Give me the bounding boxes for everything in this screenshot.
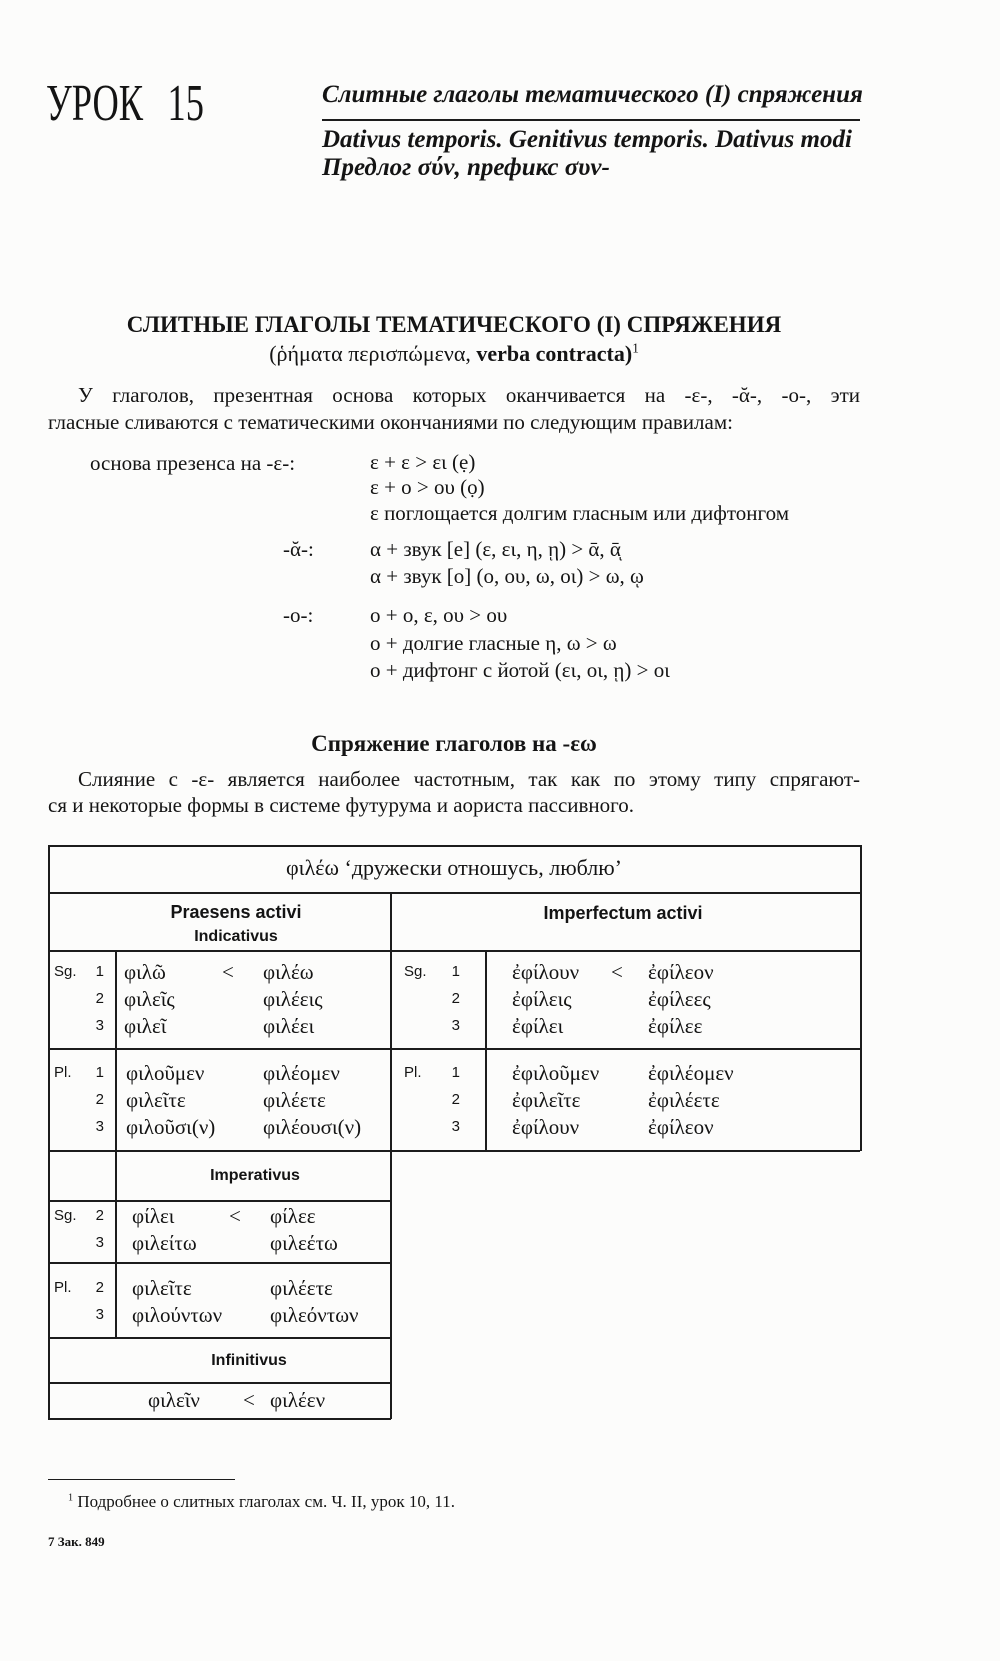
section-subtitle <box>48 340 860 368</box>
imperativus-sg-2-person: 2 <box>95 1207 104 1224</box>
table-rule <box>48 1200 390 1202</box>
imperfectum-pl-3-person: 3 <box>451 1118 460 1135</box>
praesens-sg-3-person: 3 <box>95 1017 104 1034</box>
rule-label-e: основа презенса на -ε-: <box>90 451 296 475</box>
footnote-text: Подробнее о слитных глаголах см. Ч. II, урок 10, 11. <box>77 1492 455 1511</box>
imperfectum-pl-1-person: 1 <box>451 1064 460 1081</box>
rule-e-1: ε + ε > ει (ẹ) <box>370 450 476 474</box>
rule-o-3: ο + дифтонг с йотой (ει, οι, ῃ) > οι <box>370 658 670 682</box>
imperativus-sg-2-contracted: φίλει <box>132 1204 175 1228</box>
imperativus-heading: Imperativus <box>210 1167 300 1184</box>
table-border-top <box>48 845 862 847</box>
table-rule <box>48 950 860 952</box>
praesens-pl-3-original: φιλέουσι(ν) <box>263 1115 362 1139</box>
table-column-divider <box>485 950 487 1150</box>
table-title: φιλέω ‘дружески отношусь, люблю’ <box>285 855 623 880</box>
praesens-pl-1-contracted: φιλοῦμεν <box>126 1061 205 1085</box>
rule-a-1: α + звук [e] (ε, ει, η, ῃ) > ᾱ, ᾱͅ <box>370 537 621 561</box>
praesens-pl-1-person: 1 <box>95 1064 104 1081</box>
header-rule <box>322 119 860 121</box>
table-rule <box>48 1382 390 1384</box>
conjugation-text-line-2: ся и некоторые формы в системе футурума и аориста пассивного. <box>48 793 635 817</box>
table-rule <box>48 1048 860 1050</box>
imperativus-pl-2-person: 2 <box>95 1279 104 1296</box>
praesens-pl-2-original: φιλέετε <box>263 1088 326 1112</box>
imperfectum-pl-1-contracted: ἐφιλοῦμεν <box>512 1061 600 1085</box>
rule-e-3: ε поглощается долгим гласным или дифтонгом <box>370 501 789 525</box>
imperfectum-sg-1-person: 1 <box>451 963 460 980</box>
lesson-subtopic-1: Dativus temporis. Genitivus temporis. Dativus modi <box>322 126 852 153</box>
imperativus-pl-2-contracted: φιλεῖτε <box>132 1276 192 1300</box>
footnote-mark: 1 <box>68 1492 74 1504</box>
imperativus-sg-3-contracted: φιλείτω <box>132 1231 197 1255</box>
rule-label-o: -ο-: <box>283 603 314 627</box>
praesens-pl-3-contracted: φιλοῦσι(ν) <box>126 1115 216 1139</box>
table-rule <box>48 1262 390 1264</box>
imperfectum-sg-3-person: 3 <box>451 1017 460 1034</box>
imperfectum-pl-3-contracted: ἐφίλουν <box>512 1115 580 1139</box>
lesson-number: УРОК 15 <box>46 75 204 132</box>
rule-o-2: ο + долгие гласные η, ω > ω <box>370 631 617 655</box>
conjugation-text-line-1: Слияние с -ε- является наиболее частотным, так как по этому типу спрягают- <box>78 767 860 791</box>
lesson-subtopic-2: Предлог σύν, префикс συν- <box>322 154 610 181</box>
conjugation-heading: Спряжение глаголов на -εω <box>311 731 597 756</box>
rule-label-a: -ᾰ-: <box>283 537 314 561</box>
imperativus-sg-2-original: φίλεε <box>270 1204 316 1228</box>
praesens-heading: Praesens activi <box>170 902 302 922</box>
imperfectum-sg-2-contracted: ἐφίλεις <box>512 987 572 1011</box>
imperfectum-sg-1-original: ἐφίλεον <box>648 960 714 984</box>
contraction-sign: < <box>243 1388 255 1412</box>
imperfectum-heading: Imperfectum activi <box>543 903 703 923</box>
imperfectum-pl-2-person: 2 <box>451 1091 460 1108</box>
section-title: СЛИТНЫЕ ГЛАГОЛЫ ТЕМАТИЧЕСКОГО (I) СПРЯЖЕНИЯ <box>126 312 782 337</box>
praesens-sg-2-original: φιλέεις <box>263 987 323 1011</box>
praesens-pl-2-contracted: φιλεῖτε <box>126 1088 186 1112</box>
imperativus-pl-3-contracted: φιλούντων <box>132 1303 223 1327</box>
infinitivus-contracted: φιλεῖν <box>148 1388 200 1412</box>
table-rule <box>48 1337 390 1339</box>
footnote-reference: 1 <box>632 340 639 356</box>
praesens-sg-label: Sg. <box>54 963 77 980</box>
intro-line-1: У глаголов, презентная основа которых оканчивается на -ε-, -ᾰ-, -ο-, эти <box>78 383 860 407</box>
imperativus-sg-3-original: φιλεέτω <box>270 1231 338 1255</box>
contraction-sign: < <box>222 960 234 984</box>
table-rule <box>48 1150 860 1152</box>
praesens-sg-1-person: 1 <box>95 963 104 980</box>
print-mark: 7 Зак. 849 <box>48 1534 105 1549</box>
praesens-pl-3-person: 3 <box>95 1118 104 1135</box>
table-border-left <box>48 845 50 1420</box>
intro-line-2: гласные сливаются с тематическими окончаниями по следующим правилам: <box>48 410 733 434</box>
table-rule <box>48 892 860 894</box>
imperfectum-pl-2-contracted: ἐφιλεῖτε <box>512 1088 581 1112</box>
praesens-sg-3-original: φιλέει <box>263 1014 315 1038</box>
table-border-right <box>860 845 862 1151</box>
imperativus-sg-3-person: 3 <box>95 1234 104 1251</box>
rule-a-2: α + звук [o] (ο, ου, ω, οι) > ω, ῳ <box>370 564 644 588</box>
imperfectum-sg-2-original: ἐφίλεες <box>648 987 711 1011</box>
praesens-pl-label: Pl. <box>54 1064 72 1081</box>
table-column-divider <box>115 950 117 1337</box>
subtitle-latin: verba contracta) <box>476 341 633 366</box>
table-column-divider <box>390 892 392 1419</box>
imperfectum-pl-2-original: ἐφιλέετε <box>648 1088 720 1112</box>
imperfectum-pl-1-original: ἐφιλέομεν <box>648 1061 734 1085</box>
imperfectum-sg-1-contracted: ἐφίλουν <box>512 960 580 984</box>
imperativus-pl-label: Pl. <box>54 1279 72 1296</box>
contraction-sign: < <box>229 1204 241 1228</box>
imperfectum-sg-3-contracted: ἐφίλει <box>512 1014 564 1038</box>
infinitivus-original: φιλέεν <box>270 1388 326 1412</box>
praesens-sg-3-contracted: φιλεῖ <box>124 1014 167 1038</box>
imperfectum-pl-3-original: ἐφίλεον <box>648 1115 714 1139</box>
footnote <box>68 1490 455 1514</box>
footnote-rule <box>48 1479 235 1480</box>
imperfectum-pl-label: Pl. <box>404 1064 422 1081</box>
imperativus-pl-3-person: 3 <box>95 1306 104 1323</box>
imperativus-sg-label: Sg. <box>54 1207 77 1224</box>
imperfectum-sg-label: Sg. <box>404 963 427 980</box>
indicativus-heading: Indicativus <box>194 928 278 945</box>
contraction-sign: < <box>611 960 623 984</box>
table-border-bottom <box>48 1418 391 1420</box>
imperfectum-sg-3-original: ἐφίλεε <box>648 1014 703 1038</box>
praesens-pl-2-person: 2 <box>95 1091 104 1108</box>
rule-e-2: ε + ο > ου (ọ) <box>370 475 485 499</box>
rule-o-1: ο + ο, ε, ου > ου <box>370 603 508 627</box>
praesens-sg-1-contracted: φιλῶ <box>124 960 166 984</box>
imperfectum-sg-2-person: 2 <box>451 990 460 1007</box>
imperativus-pl-3-original: φιλεόντων <box>270 1303 359 1327</box>
praesens-sg-1-original: φιλέω <box>263 960 314 984</box>
praesens-sg-2-person: 2 <box>95 990 104 1007</box>
subtitle-greek: (ῥήματα περισπώμενα, <box>269 341 471 366</box>
praesens-sg-2-contracted: φιλεῖς <box>124 987 175 1011</box>
praesens-pl-1-original: φιλέομεν <box>263 1061 340 1085</box>
lesson-topic: Слитные глаголы тематического (I) спряжения <box>322 81 863 108</box>
infinitivus-heading: Infinitivus <box>211 1352 287 1369</box>
imperativus-pl-2-original: φιλέετε <box>270 1276 333 1300</box>
